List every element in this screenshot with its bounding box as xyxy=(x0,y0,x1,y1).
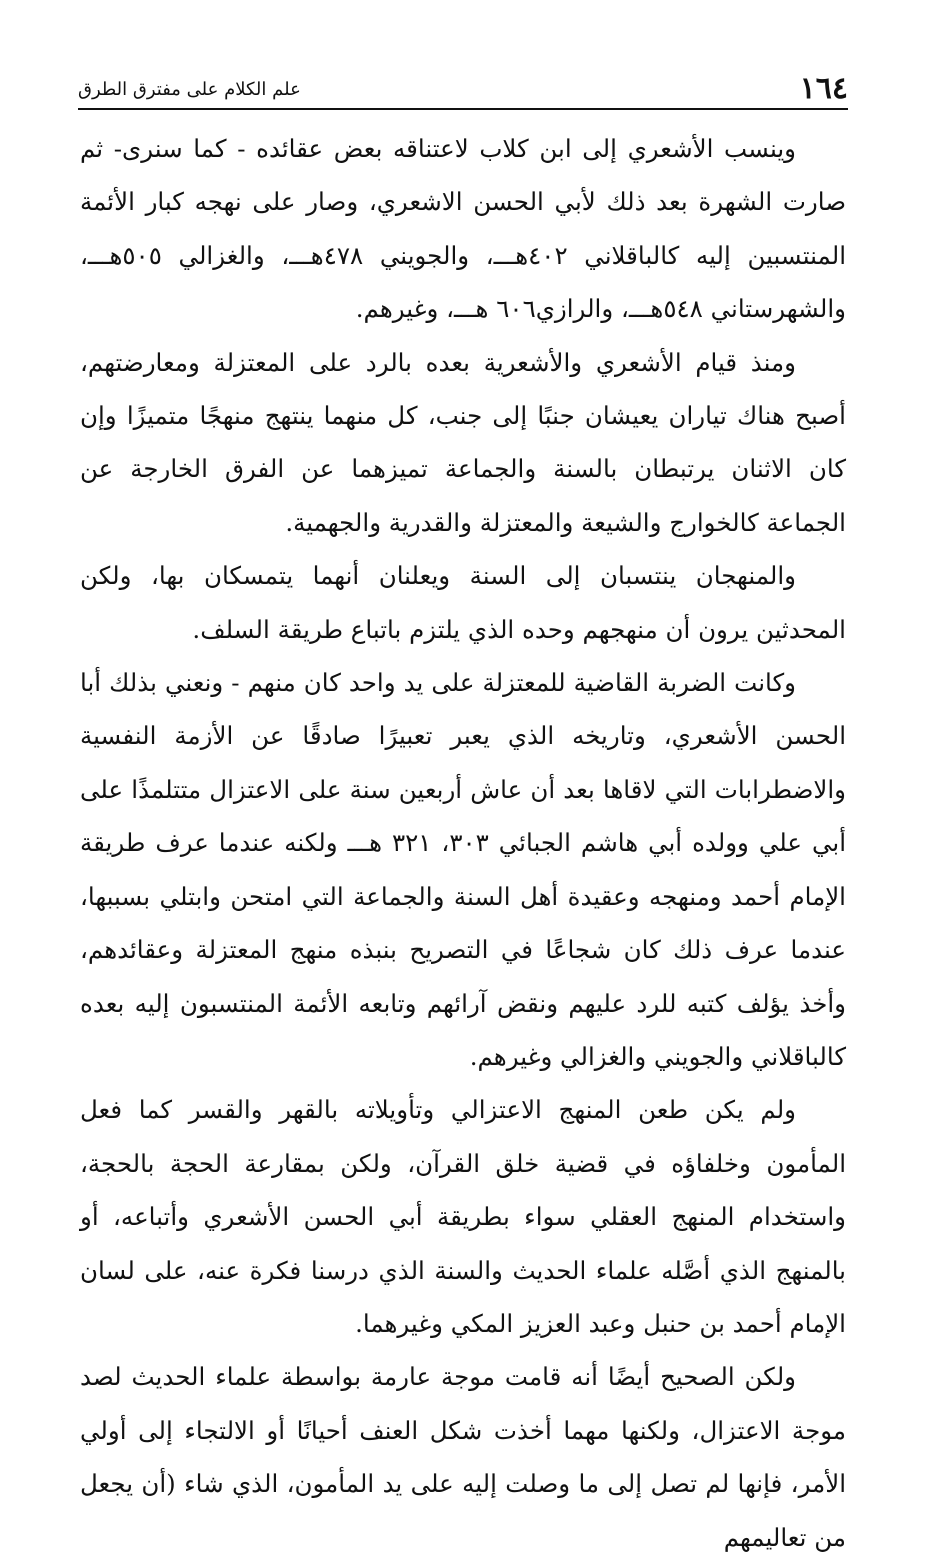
paragraph: ولم يكن طعن المنهج الاعتزالي وتأويلاته بالقهر والقسر كما فعل المأمون وخلفاؤه في قضية خلق القرآن، ولكن بمقارعة الحجة بالحجة، واستخدام المنهج العقلي سواء بطريقة أبي الحسن الأشعري وأتباعه، أو بالمنهج الذي أصَّله علماء الحديث والسنة الذي درسنا فكرة عنه، على لسان الإمام أحمد بن حنبل وعبد العزيز المكي وغيرهما. xyxy=(80,1095,846,1338)
paragraph: ولكن الصحيح أيضًا أنه قامت موجة عارمة بواسطة علماء الحديث لصد موجة الاعتزال، ولكنها مهما أخذت شكل العنف أحيانًا أو الالتجاء إلى أولي الأمر، فإنها لم تصل إلى ما وصلت إليه على يد المأمون، الذي شاء (أن يجعل من تعاليمهم xyxy=(80,1362,846,1552)
body-text xyxy=(80,122,846,1564)
paragraph: ومنذ قيام الأشعري والأشعرية بعده بالرد على المعتزلة ومعارضتهم، أصبح هناك تياران يعيشان جنبًا إلى جنب، كل منهما ينتهج منهجًا متميزًا وإن كان الاثنان يرتبطان بالسنة والجماعة تميزهما عن الفرق الخارجة عن الجماعة كالخوارج والشيعة والمعتزلة والقدرية والجهمية. xyxy=(80,347,846,537)
header-divider xyxy=(78,108,848,110)
paragraph: وكانت الضربة القاضية للمعتزلة على يد واحد كان منهم - ونعني بذلك أبا الحسن الأشعري، وتاريخه الذي يعبر تعبيرًا صادقًا عن الأزمة النفسية والاضطرابات التي لاقاها بعد أن عاش أربعين سنة على الاعتزال متتلمذًا على أبي علي وولده أبي هاشم الجبائي ٣٠٣، ٣٢١ هـــ ولكنه عندما عرف طريقة الإمام أحمد ومنهجه وعقيدة أهل السنة والجماعة التي امتحن وابتلي بسببها، عندما عرف ذلك كان شجاعًا في التصريح بنبذه منهج المعتزلة وعقائدهم، وأخذ يؤلف كتبه للرد عليهم ونقض آرائهم وتابعه الأئمة المنتسبون إليه بعده كالباقلاني والجويني والغزالي وغيرهم. xyxy=(80,668,847,1071)
paragraph: والمنهجان ينتسبان إلى السنة ويعلنان أنهما يتمسكان بها، ولكن المحدثين يرون أن منهجهم وحده الذي يلتزم باتباع طريقة السلف. xyxy=(80,561,846,644)
book-title: علم الكلام على مفترق الطرق xyxy=(78,79,301,100)
running-header xyxy=(78,68,848,108)
page-number: ١٦٤ xyxy=(799,71,848,106)
paragraph: وينسب الأشعري إلى ابن كلاب لاعتناقه بعض عقائده - كما سنرى- ثم صارت الشهرة بعد ذلك لأبي الحسن الاشعري، وصار على نهجه كبار الأئمة المنتسبين إليه كالباقلاني ٤٠٢هـــ، والجويني ٤٧٨هـــ، والغزالي ٥٠٥هـــ، والشهرستاني ٥٤٨هـــ، والرازي٦٠٦ هـــ، وغيرهم. xyxy=(80,134,846,324)
